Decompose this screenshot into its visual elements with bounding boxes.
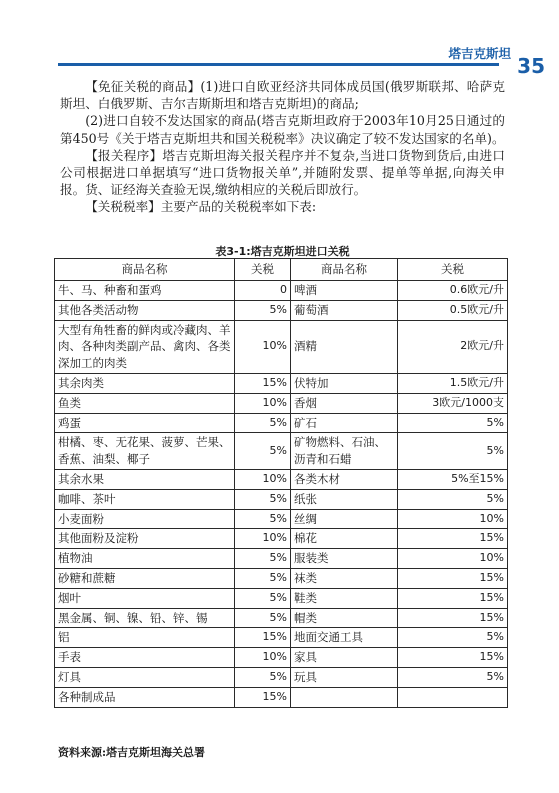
tariff-rate-cell: 15%	[235, 373, 291, 393]
tariff-rate-cell: 10%	[235, 469, 291, 489]
column-header: 商品名称	[291, 259, 398, 281]
product-name-cell: 其他各类活动物	[55, 300, 235, 320]
tariff-rate-cell: 5%	[235, 568, 291, 588]
table-row	[55, 529, 508, 549]
product-name-cell: 烟叶	[55, 588, 235, 608]
tariff-rate-cell: 5%	[398, 667, 508, 687]
paragraph-exempt-goods: 【免征关税的商品】(1)进口自欧亚经济共同体成员国(俄罗斯联邦、哈萨克斯坦、白俄罗斯、吉尔吉斯斯坦和塔吉克斯坦)的商品;	[60, 79, 505, 112]
table-row	[55, 281, 508, 301]
tariff-rate-cell: 5%	[235, 300, 291, 320]
table-row	[55, 433, 508, 470]
tariff-rate-cell: 10%	[235, 529, 291, 549]
product-name-cell: 咖啡、茶叶	[55, 489, 235, 509]
table-row	[55, 373, 508, 393]
tariff-rate-cell: 5%	[235, 509, 291, 529]
column-header: 商品名称	[55, 259, 235, 281]
product-name-cell: 柑橘、枣、无花果、菠萝、芒果、香蕉、油梨、椰子	[55, 433, 235, 470]
product-name-cell: 灯具	[55, 667, 235, 687]
product-name-cell: 家具	[291, 648, 398, 668]
header-rule	[58, 63, 499, 66]
paragraph-customs-procedure: 【报关程序】塔吉克斯坦海关报关程序并不复杂,当进口货物到货后,由进口公司根据进口单据填写“进口货物报关单”,并随附发票、提单等单据,向海关申报。货、证经海关查验无误,缴纳相应的关税后即放行。	[60, 147, 505, 198]
tariff-rate-cell: 10%	[235, 393, 291, 413]
product-name-cell: 香烟	[291, 393, 398, 413]
tariff-table	[54, 258, 508, 708]
body-text	[60, 78, 505, 216]
product-name-cell: 牛、马、种畜和蛋鸡	[55, 281, 235, 301]
table-body	[55, 281, 508, 708]
table-row	[55, 568, 508, 588]
header-title: 塔吉克斯坦	[448, 46, 511, 61]
tariff-rate-cell: 15%	[398, 588, 508, 608]
table-row	[55, 628, 508, 648]
tariff-rate-cell: 10%	[235, 320, 291, 373]
tariff-rate-cell: 5%	[398, 489, 508, 509]
tariff-rate-cell: 15%	[398, 648, 508, 668]
product-name-cell: 袜类	[291, 568, 398, 588]
table-header-row	[55, 259, 508, 281]
product-name-cell: 鞋类	[291, 588, 398, 608]
tariff-rate-cell: 5%	[235, 413, 291, 433]
tariff-rate-cell: 5%	[235, 608, 291, 628]
product-name-cell: 帽类	[291, 608, 398, 628]
page-number: 35	[517, 54, 545, 78]
table-row	[55, 648, 508, 668]
tariff-rate-cell: 0	[235, 281, 291, 301]
tariff-rate-cell: 10%	[398, 509, 508, 529]
product-name-cell: 地面交通工具	[291, 628, 398, 648]
table-row	[55, 300, 508, 320]
tariff-rate-cell: 3欧元/1000支	[398, 393, 508, 413]
product-name-cell: 手表	[55, 648, 235, 668]
product-name-cell	[291, 687, 398, 707]
column-header: 关税	[398, 259, 508, 281]
product-name-cell: 啤酒	[291, 281, 398, 301]
tariff-rate-cell: 0.6欧元/升	[398, 281, 508, 301]
product-name-cell: 矿物燃料、石油、沥青和石蜡	[291, 433, 398, 470]
source-note: 资料来源:塔吉克斯坦海关总署	[58, 746, 206, 759]
product-name-cell: 黑金属、铜、镍、铅、锌、锡	[55, 608, 235, 628]
table-row	[55, 608, 508, 628]
product-name-cell: 葡萄酒	[291, 300, 398, 320]
table-row	[55, 687, 508, 707]
product-name-cell: 砂糖和蔗糖	[55, 568, 235, 588]
product-name-cell: 各类木材	[291, 469, 398, 489]
tariff-rate-cell: 15%	[398, 568, 508, 588]
product-name-cell: 铝	[55, 628, 235, 648]
product-name-cell: 纸张	[291, 489, 398, 509]
product-name-cell: 植物油	[55, 549, 235, 569]
table-caption: 表3-1:塔吉克斯坦进口关税	[215, 245, 350, 258]
product-name-cell: 服装类	[291, 549, 398, 569]
product-name-cell: 鱼类	[55, 393, 235, 413]
table-row	[55, 667, 508, 687]
product-name-cell: 其他面粉及淀粉	[55, 529, 235, 549]
tariff-rate-cell: 10%	[235, 648, 291, 668]
tariff-rate-cell: 5%	[235, 433, 291, 470]
product-name-cell: 伏特加	[291, 373, 398, 393]
tariff-rate-cell: 5%	[398, 413, 508, 433]
product-name-cell: 各种制成品	[55, 687, 235, 707]
tariff-rate-cell: 5%至15%	[398, 469, 508, 489]
product-name-cell: 棉花	[291, 529, 398, 549]
table-row	[55, 549, 508, 569]
table-row	[55, 320, 508, 373]
paragraph-tariff-rates: 【关税税率】主要产品的关税税率如下表:	[85, 199, 317, 215]
product-name-cell: 其余肉类	[55, 373, 235, 393]
tariff-rate-cell: 5%	[235, 667, 291, 687]
product-name-cell: 其余水果	[55, 469, 235, 489]
tariff-rate-cell: 5%	[398, 433, 508, 470]
tariff-rate-cell: 5%	[235, 588, 291, 608]
table-row	[55, 588, 508, 608]
tariff-rate-cell: 10%	[398, 549, 508, 569]
tariff-rate-cell: 15%	[398, 529, 508, 549]
tariff-rate-cell: 15%	[235, 628, 291, 648]
tariff-rate-cell: 15%	[235, 687, 291, 707]
paragraph-less-developed: (2)进口自较不发达国家的商品(塔吉克斯坦政府于2003年10月25日通过的第450号《关于塔吉克斯坦共和国关税税率》决议确定了较不发达国家的名单)。	[60, 113, 505, 146]
tariff-rate-cell: 2欧元/升	[398, 320, 508, 373]
tariff-rate-cell: 1.5欧元/升	[398, 373, 508, 393]
product-name-cell: 大型有角牲畜的鲜肉或冷藏肉、羊肉、各种肉类副产品、禽肉、各类深加工的肉类	[55, 320, 235, 373]
column-header: 关税	[235, 259, 291, 281]
product-name-cell: 鸡蛋	[55, 413, 235, 433]
table-row	[55, 413, 508, 433]
tariff-rate-cell: 5%	[235, 489, 291, 509]
tariff-rate-cell: 5%	[235, 549, 291, 569]
product-name-cell: 丝绸	[291, 509, 398, 529]
tariff-rate-cell: 15%	[398, 608, 508, 628]
tariff-rate-cell	[398, 687, 508, 707]
product-name-cell: 玩具	[291, 667, 398, 687]
table-row	[55, 393, 508, 413]
table-row	[55, 489, 508, 509]
product-name-cell: 小麦面粉	[55, 509, 235, 529]
tariff-rate-cell: 0.5欧元/升	[398, 300, 508, 320]
tariff-rate-cell: 5%	[398, 628, 508, 648]
table-row	[55, 509, 508, 529]
product-name-cell: 酒精	[291, 320, 398, 373]
table-row	[55, 469, 508, 489]
product-name-cell: 矿石	[291, 413, 398, 433]
